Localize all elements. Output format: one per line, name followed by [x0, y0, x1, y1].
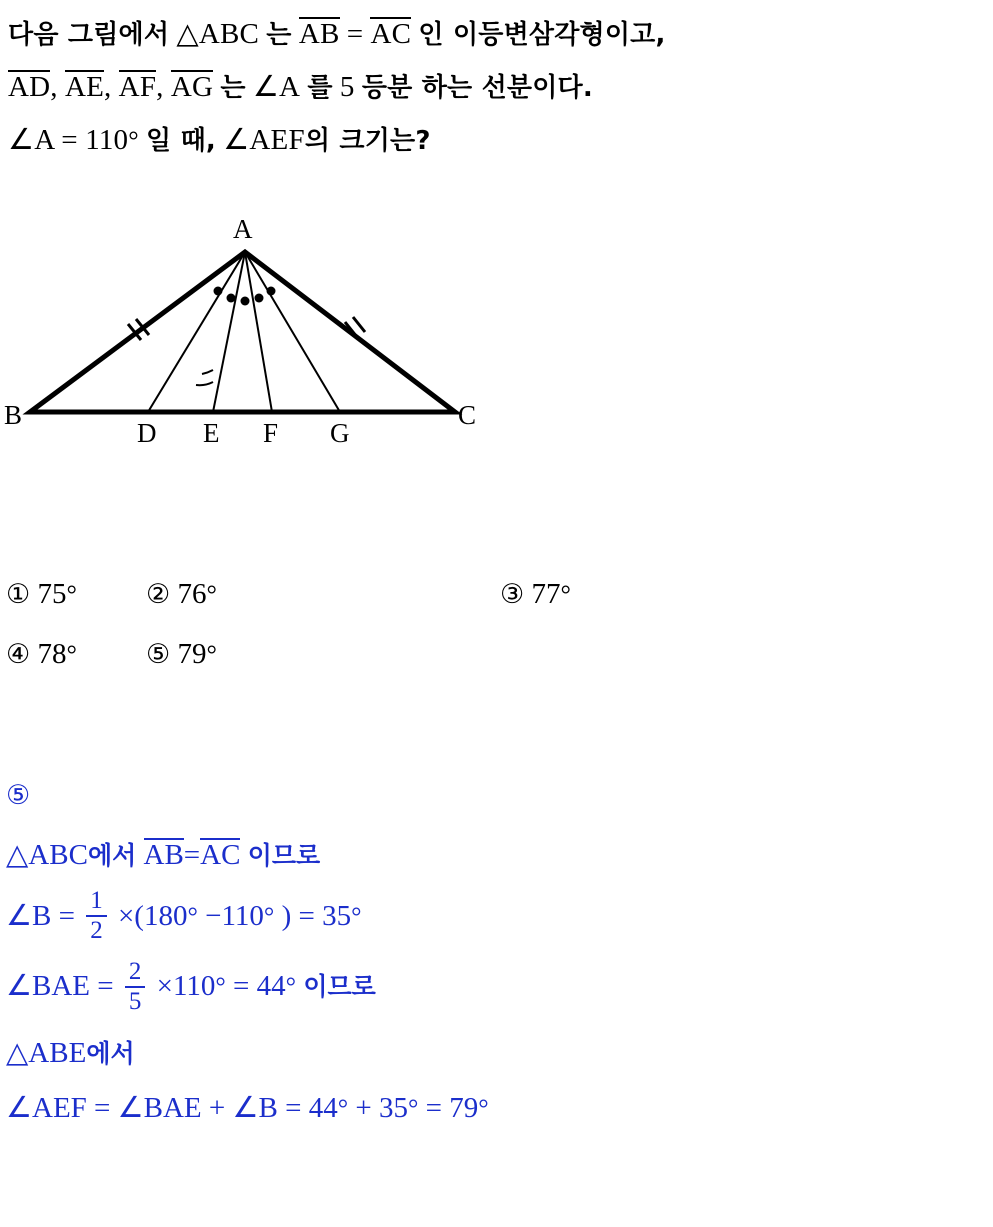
question-text-2: 는 [266, 20, 292, 50]
figure-label-c: C [458, 400, 477, 430]
figure-label-f: F [263, 418, 279, 448]
solution-block [6, 778, 946, 1140]
choice-value-4: 78 [37, 638, 67, 670]
figure-label-d: D [137, 418, 157, 448]
question-text-3: 인 이등변삼각형이고, [418, 20, 666, 50]
figure-label-g: G [330, 418, 350, 448]
cevian-ae [213, 252, 245, 412]
choice-value-3: 77 [531, 578, 561, 610]
choice-row-2 [6, 638, 706, 684]
solution-segment-ab: AB [143, 839, 184, 871]
solution-degree-3b: ° [285, 972, 297, 1002]
choice-degree-3: ° [560, 580, 571, 609]
solution-expr-2a: ×(180 [117, 900, 188, 932]
solution-degree-5c: ° [478, 1093, 489, 1123]
segment-af: AF [118, 71, 157, 103]
fraction-denominator-1: 2 [86, 915, 107, 945]
question-text-7: 일 때, [146, 126, 217, 156]
question-block [8, 8, 983, 167]
solution-degree-5a: ° [337, 1093, 349, 1123]
fraction-numerator-1: 1 [90, 887, 103, 915]
segment-ag: AG [170, 71, 214, 103]
solution-expr-2b: −110 [205, 900, 264, 932]
solution-expr-3a: ×110 [156, 970, 216, 1003]
fraction-numerator-2: 2 [128, 957, 142, 985]
question-line-2 [8, 61, 983, 114]
solution-answer-marker: ⑤ [6, 780, 31, 811]
angle-dot-4 [255, 294, 264, 303]
angle-a-label-1: ∠A [252, 71, 301, 103]
figure-label-b: B [4, 400, 23, 430]
degree-sign-1: ° [128, 126, 139, 155]
fraction-one-half [86, 887, 107, 945]
solution-line-4 [6, 1030, 946, 1077]
solution-expr-5a: ∠AEF = ∠BAE + ∠B = 44 [6, 1091, 338, 1124]
solution-segment-ac: AC [200, 839, 241, 871]
question-text-4: 는 [220, 73, 246, 103]
number-five: 5 [339, 71, 355, 103]
choice-marker-1: ① [6, 579, 31, 610]
choice-row-1 [6, 578, 706, 624]
angle-dot-5 [267, 287, 276, 296]
segment-ad: AD [8, 71, 51, 103]
solution-triangle-abc: △ABC [6, 839, 88, 871]
question-line-1 [8, 8, 983, 61]
choice-degree-1: ° [66, 580, 77, 609]
solution-triangle-abe: △ABE [6, 1036, 87, 1069]
choice-degree-5: ° [206, 640, 217, 669]
comma-3: , [156, 71, 164, 103]
angle-arc-e [202, 370, 213, 374]
triangle-diagram-svg [0, 222, 560, 472]
question-text-5: 를 [307, 73, 333, 103]
solution-text-2: 이므로 [247, 841, 321, 870]
solution-text-4: 에서 [86, 1038, 135, 1068]
choice-marker-3: ③ [500, 579, 525, 610]
solution-angle-b: ∠B = [6, 900, 75, 932]
fraction-denominator-2: 5 [125, 986, 146, 1016]
figure-label-a: A [233, 214, 253, 244]
comma-1: , [50, 71, 58, 103]
solution-degree-5b: ° [407, 1093, 419, 1123]
solution-line-1 [6, 832, 946, 879]
segment-ab-1: AB [298, 18, 340, 50]
solution-line-3 [6, 957, 946, 1017]
solution-line-2 [6, 887, 946, 947]
solution-expr-5b: + 35 [355, 1091, 408, 1124]
answer-choices [6, 578, 706, 684]
solution-degree-2a: ° [187, 902, 198, 931]
choice-3[interactable] [500, 578, 571, 611]
solution-text-1: 에서 [87, 841, 137, 870]
triangle-abc-label: △ABC [176, 18, 260, 50]
question-text-1: 다음 그림에서 [8, 20, 170, 50]
angle-dot-2 [227, 294, 236, 303]
choice-value-5: 79 [177, 638, 207, 670]
choice-1[interactable] [6, 578, 77, 611]
solution-expr-5c: = 79 [425, 1091, 479, 1124]
choice-4[interactable] [6, 638, 77, 671]
solution-expr-2c: ) = 35 [281, 900, 352, 932]
segment-ae: AE [64, 71, 105, 103]
solution-degree-2b: ° [263, 902, 275, 931]
tick-ac-2 [353, 317, 365, 332]
geometry-figure [0, 214, 560, 472]
comma-2: , [104, 71, 112, 103]
solution-text-3: 이므로 [303, 972, 376, 1002]
choice-value-2: 76 [177, 578, 207, 610]
angle-arc-e-inner [196, 382, 213, 385]
solution-degree-2c: ° [351, 902, 362, 931]
choice-marker-4: ④ [6, 639, 31, 670]
angle-a-value: ∠A = 110 [8, 124, 129, 156]
question-text-8: 의 크기는? [304, 126, 431, 156]
solution-expr-3b: = 44 [233, 970, 286, 1003]
choice-5[interactable] [146, 638, 217, 671]
choice-2[interactable] [146, 578, 217, 611]
question-line-3 [8, 114, 983, 167]
angle-aef-label: ∠AEF [223, 124, 305, 156]
choice-marker-2: ② [146, 579, 171, 610]
equals-sign-1: = [346, 18, 364, 50]
triangle-outline [30, 252, 455, 412]
solution-equals-1: = [183, 839, 201, 871]
choice-degree-4: ° [66, 640, 77, 669]
angle-dot-3 [241, 297, 250, 306]
cevian-ad [148, 252, 245, 412]
solution-line-5 [6, 1085, 946, 1132]
angle-dot-1 [214, 287, 223, 296]
choice-degree-2: ° [206, 580, 217, 609]
choice-value-1: 75 [37, 578, 67, 610]
solution-degree-3a: ° [215, 972, 226, 1002]
figure-label-e: E [203, 418, 220, 448]
fraction-two-fifths [125, 958, 146, 1016]
question-text-6: 등분 하는 선분이다. [361, 73, 593, 103]
segment-ac-1: AC [370, 18, 412, 50]
choice-marker-5: ⑤ [146, 639, 171, 670]
solution-angle-bae: ∠BAE = [6, 970, 114, 1003]
